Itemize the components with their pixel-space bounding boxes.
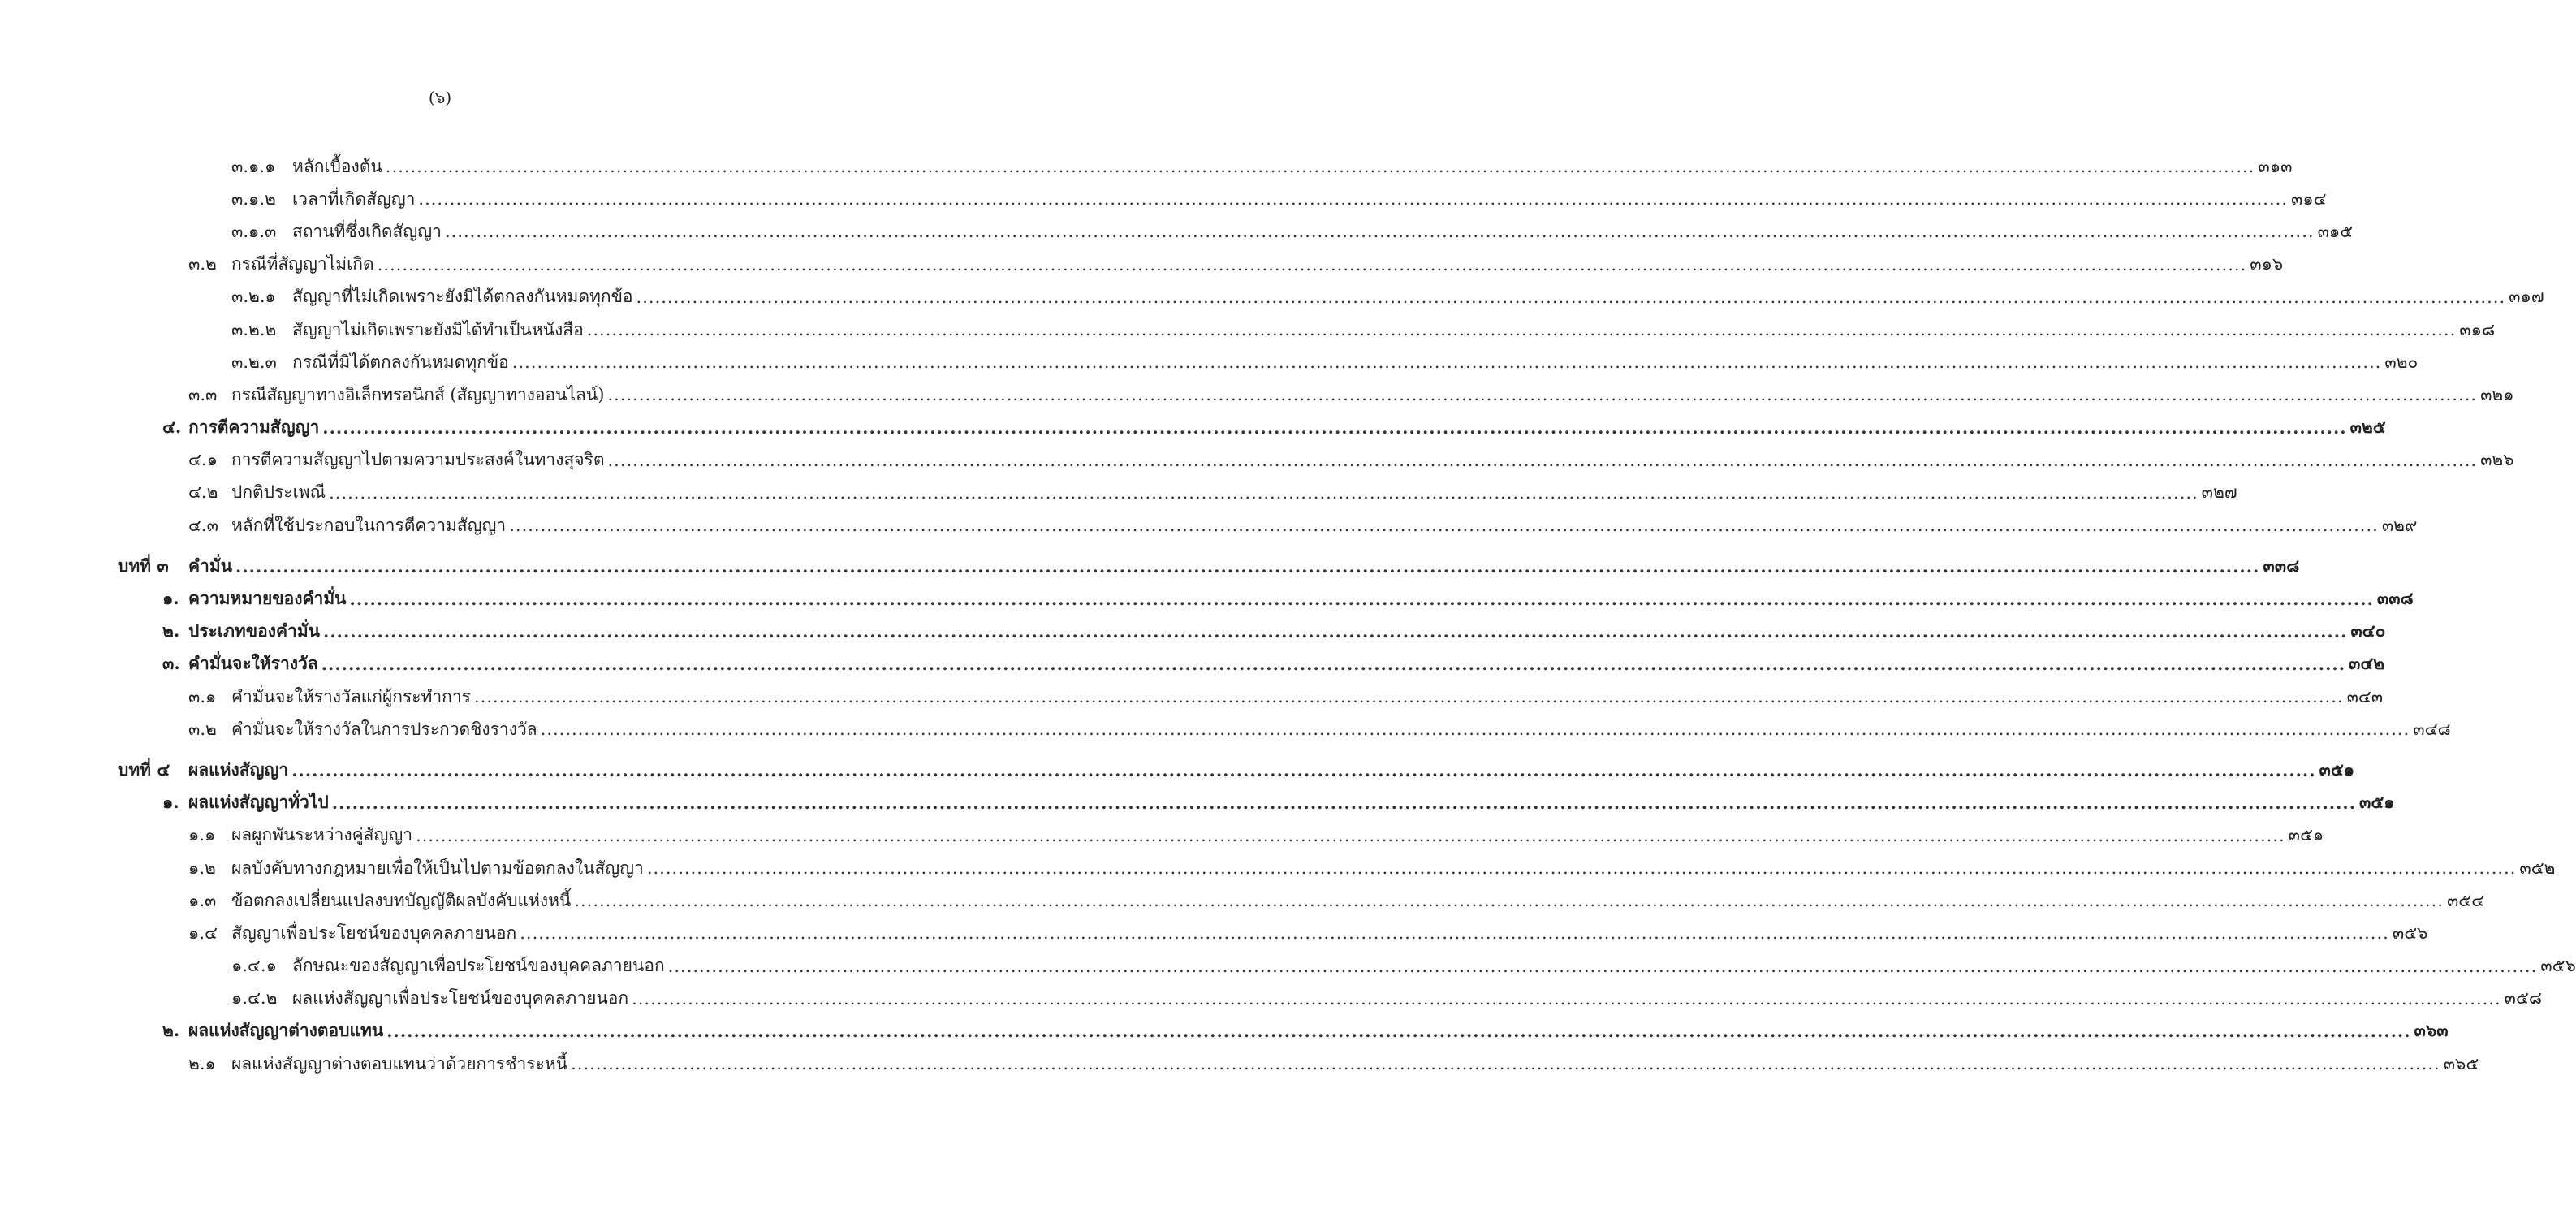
entry-page: ๓๑๕ [2317,221,2354,241]
entry-title: สัญญาเพื่อประโยชน์ของบุคคลภายนอก [231,922,517,943]
entry-number: ๑.๓ [188,890,217,910]
entry-number: ๓.๓ [188,384,218,404]
entry-page: ๓๕๑ [2319,758,2355,780]
toc-entry [0,1015,2449,1048]
entry-page: ๓๔๘ [2413,719,2451,739]
entry-body [188,650,2385,677]
toc-entry [0,346,2419,378]
toc-entry [0,950,2576,983]
toc-entry [0,582,2414,615]
entry-number: ๑. [162,792,179,813]
dot-leader: ............................................................................................................................................................................................................................................................................................................ [331,793,2357,814]
entry-page: ๓๒๖ [2480,450,2514,470]
entry-page: ๓๑๖ [2250,254,2284,274]
dot-leader: ............................................................................................................................................................................................................................................................................................................ [473,687,2344,707]
dot-leader: ............................................................................................................................................................................................................................................................................................................ [418,189,2288,210]
toc-entry [0,713,2451,745]
entry-body [188,553,2300,580]
dot-leader: ............................................................................................................................................................................................................................................................................................................ [571,1054,2440,1074]
entry-page: ๓๒๐ [2384,352,2419,372]
toc-entry [0,281,2544,313]
entry-page: ๓๕๔ [2446,890,2485,910]
toc-entry [0,477,2237,509]
table-of-contents [0,150,2576,1080]
entry-number: ๓.๑.๓ [231,221,277,241]
entry-title: การตีความสัญญา [188,417,320,438]
entry-title: คำมั่นจะให้รางวัลแก่ผู้กระทำการ [231,686,471,706]
dot-leader: ............................................................................................................................................................................................................................................................................................................ [511,352,2382,373]
entry-page: ๓๖๕ [2443,1053,2479,1074]
entry-number: ๓.๒.๒ [231,319,277,339]
entry-body [188,789,2395,816]
entry-number: ๑.๔.๑ [231,956,277,976]
entry-title: ผลแห่งสัญญาต่างตอบแทนว่าด้วยการชำระหนี้ [231,1053,568,1074]
dot-leader: ............................................................................................................................................................................................................................................................................................................ [291,759,2316,780]
entry-title: การตีความสัญญาไปตามความประสงค์ในทางสุจริต [231,450,605,470]
entry-body [231,382,2514,408]
toc-entry [0,150,2293,183]
entry-page: ๓๓๘ [2376,588,2414,609]
entry-body [188,414,2386,441]
toc-entry [0,852,2556,884]
entry-number: ๓.๒ [188,719,217,739]
dot-leader: ............................................................................................................................................................................................................................................................................................................ [520,923,2389,944]
entry-number: ๑. [162,588,179,609]
dot-leader: ............................................................................................................................................................................................................................................................................................................ [667,956,2538,976]
toc-entry [0,616,2386,648]
entry-page: ๓๑๔ [2291,188,2327,209]
toc-entry [0,183,2327,215]
entry-title: สถานที่ซึ่งเกิดสัญญา [292,221,442,241]
entry-page: ๓๕๒ [2519,858,2556,878]
entry-body [292,186,2327,213]
dot-leader: ............................................................................................................................................................................................................................................................................................................ [349,589,2374,610]
entry-body [231,822,2324,849]
toc-entry [0,313,2496,346]
entry-title: คำมั่นจะให้รางวัลในการประกวดชิงรางวัล [231,719,537,739]
entry-body [292,218,2354,245]
entry-body [231,447,2514,473]
entry-title: ผลแห่งสัญญาต่างตอบแทน [188,1020,384,1041]
toc-entry [0,917,2428,949]
toc-entry [0,1048,2479,1080]
entry-body [231,716,2451,743]
entry-page: ๓๕๑ [2288,825,2324,845]
toc-entry [0,983,2543,1015]
entry-title: ลักษณะของสัญญาเพื่อประโยชน์ของบุคคลภายนอก [292,956,665,976]
entry-body [231,512,2418,539]
entry-body [231,684,2384,711]
entry-number: ๒.๑ [188,1053,216,1074]
toc-entry [0,509,2418,542]
entry-title: สัญญาที่ไม่เกิดเพราะยังมิได้ตกลงกันหมดทุกข้อ [292,287,633,307]
toc-entry [0,884,2485,917]
entry-number: ๑.๒ [188,858,216,878]
entry-body [292,317,2496,343]
entry-page: ๓๓๘ [2263,555,2300,576]
toc-entry [0,215,2354,248]
entry-number: ๔.๑ [188,450,218,470]
entry-page: ๓๒๑ [2480,384,2514,404]
entry-body [231,1051,2479,1078]
entry-number: บทที่ ๔ [118,758,170,780]
page-number: (๖) [428,88,452,107]
entry-page: ๓๕๖ [2540,956,2576,976]
entry-title: คำมั่น [188,555,233,576]
entry-title: เวลาที่เกิดสัญญา [292,188,416,209]
entry-page: ๓๔๓ [2346,686,2384,706]
dot-leader: ............................................................................................................................................................................................................................................................................................................ [607,385,2478,405]
entry-number: ๑.๔.๒ [231,988,278,1009]
entry-body [231,855,2556,882]
entry-title: สัญญาไม่เกิดเพราะยังมิได้ทำเป็นหนังสือ [292,319,584,339]
entry-title: ผลแห่งสัญญา [188,758,289,780]
entry-number: ๓.๒.๑ [231,287,276,307]
dot-leader: ............................................................................................................................................................................................................................................................................................................ [586,320,2457,340]
entry-number: ๔.๒ [188,482,218,503]
dot-leader: ............................................................................................................................................................................................................................................................................................................ [329,482,2198,503]
entry-title: ผลแห่งสัญญาทั่วไป [188,792,329,813]
dot-leader: ............................................................................................................................................................................................................................................................................................................ [385,157,2255,177]
entry-body [188,618,2386,645]
entry-title: หลักที่ใช้ประกอบในการตีความสัญญา [231,515,507,535]
entry-number: ๒. [162,620,180,642]
entry-page: ๓๑๗ [2509,287,2544,307]
dot-leader: ............................................................................................................................................................................................................................................................................................................ [322,417,2347,439]
dot-leader: ............................................................................................................................................................................................................................................................................................................ [636,287,2506,307]
entry-number: ๑.๑ [188,825,216,845]
entry-number: ๔. [162,417,182,438]
entry-page: ๓๔๒ [2349,653,2385,674]
dot-leader: ............................................................................................................................................................................................................................................................................................................ [377,254,2247,274]
entry-body [292,153,2293,180]
toc-entry [0,248,2284,281]
entry-title: ข้อตกลงเปลี่ยนแปลงบทบัญญัติผลบังคับแห่งหนี้ [231,890,572,910]
dot-leader: ............................................................................................................................................................................................................................................................................................................ [444,222,2315,242]
toc-entry [0,787,2395,819]
entry-page: ๓๒๗ [2201,482,2237,503]
entry-page: ๓๑๓ [2258,156,2293,176]
entry-number: ๒. [162,1020,180,1041]
toc-entry [0,412,2386,444]
dot-leader: ............................................................................................................................................................................................................................................................................................................ [646,858,2517,879]
entry-number: ๓.๑.๒ [231,188,276,209]
entry-number: ๓. [162,653,180,674]
entry-title: ประเภทของคำมั่น [188,620,321,642]
entry-number: ๓.๒ [188,254,217,274]
entry-body [231,888,2485,914]
entry-title: กรณีสัญญาทางอิเล็กทรอนิกส์ (สัญญาทางออนไลน์) [231,384,605,404]
dot-leader: ............................................................................................................................................................................................................................................................................................................ [632,988,2501,1009]
toc-entry [0,378,2514,411]
entry-body [292,953,2576,979]
entry-body [188,1017,2449,1044]
toc-entry [0,819,2324,852]
entry-page: ๓๖๓ [2414,1020,2449,1041]
entry-title: กรณีที่สัญญาไม่เกิด [231,254,374,274]
dot-leader: ............................................................................................................................................................................................................................................................................................................ [416,825,2285,845]
entry-title: ปกติประเพณี [231,482,326,503]
entry-body [231,251,2284,278]
entry-title: กรณีที่มิได้ตกลงกันหมดทุกข้อ [292,352,509,372]
entry-body [292,349,2419,376]
dot-leader: ............................................................................................................................................................................................................................................................................................................ [321,654,2346,675]
dot-leader: ............................................................................................................................................................................................................................................................................................................ [574,891,2444,911]
entry-title: คำมั่นจะให้รางวัล [188,653,318,674]
toc-chapter-entry [0,550,2300,582]
entry-page: ๓๕๖ [2392,922,2428,943]
dot-leader: ............................................................................................................................................................................................................................................................................................................ [607,450,2478,470]
toc-chapter-entry [0,754,2355,786]
entry-number: ๓.๑.๑ [231,156,276,176]
dot-leader: ............................................................................................................................................................................................................................................................................................................ [323,621,2348,642]
entry-number: ๓.๑ [188,686,217,706]
toc-entry [0,648,2385,680]
entry-number: ๔.๓ [188,515,218,535]
entry-number: ๓.๒.๓ [231,352,277,372]
entry-page: ๓๒๙ [2381,515,2418,535]
dot-leader: ............................................................................................................................................................................................................................................................................................................ [386,1021,2411,1042]
entry-page: ๓๑๘ [2459,319,2496,339]
dot-leader: ............................................................................................................................................................................................................................................................................................................ [540,719,2410,740]
entry-page: ๓๒๕ [2349,417,2386,438]
entry-page: ๓๕๘ [2504,988,2543,1009]
entry-body [292,283,2544,310]
entry-body [292,985,2543,1012]
entry-page: ๓๔๐ [2350,620,2386,642]
entry-body [188,585,2414,612]
entry-number: บทที่ ๓ [118,555,169,576]
toc-entry [0,680,2384,713]
dot-leader: ............................................................................................................................................................................................................................................................................................................ [235,555,2260,577]
entry-title: ผลบังคับทางกฎหมายเพื่อให้เป็นไปตามข้อตกลงในสัญญา [231,858,644,878]
entry-title: หลักเบื้องต้น [292,156,382,176]
entry-page: ๓๕๑ [2359,792,2395,813]
dot-leader: ............................................................................................................................................................................................................................................................................................................ [509,516,2379,536]
entry-number: ๑.๔ [188,922,218,943]
entry-body [188,757,2355,784]
entry-title: ผลแห่งสัญญาเพื่อประโยชน์ของบุคคลภายนอก [292,988,629,1009]
entry-title: ความหมายของคำมั่น [188,588,347,609]
entry-title: ผลผูกพันระหว่างคู่สัญญา [231,825,413,845]
entry-body [231,920,2428,947]
entry-body [231,479,2237,506]
toc-entry [0,444,2514,477]
